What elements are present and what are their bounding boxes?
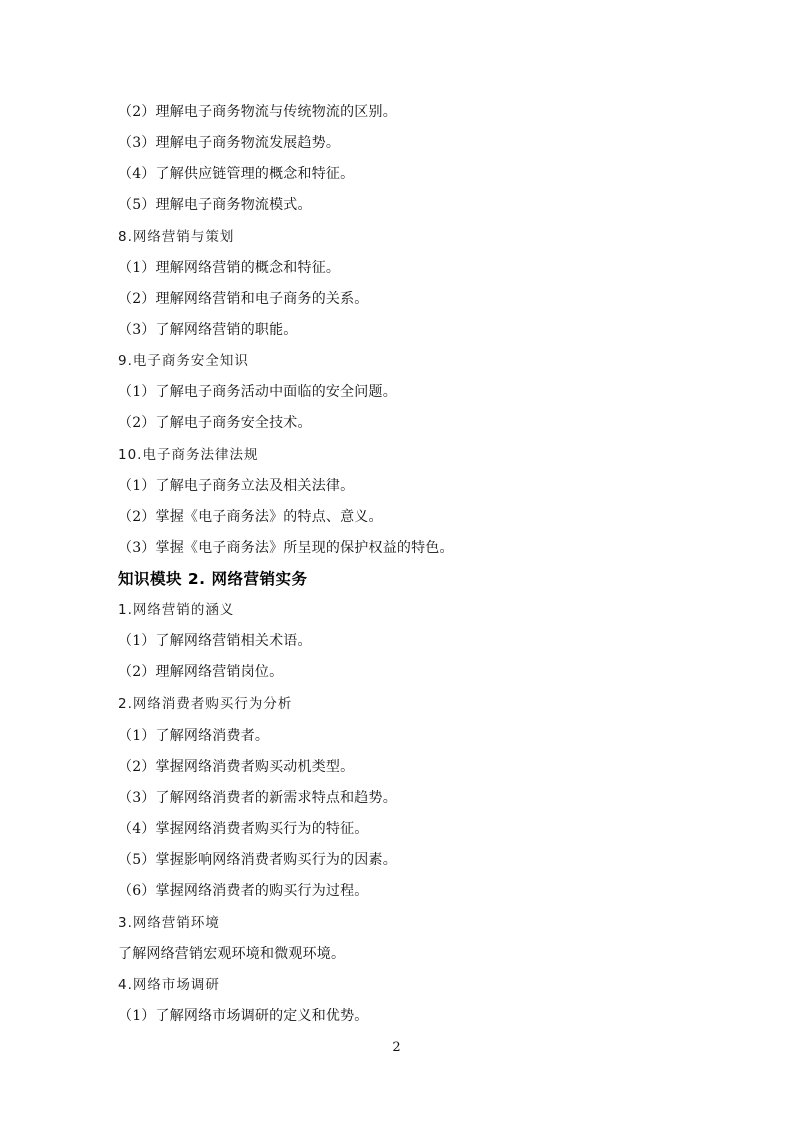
list-item: （3）掌握《电子商务法》所呈现的保护权益的特色。 <box>118 540 454 556</box>
list-item: （1）了解网络营销相关术语。 <box>118 633 312 649</box>
list-item: （1）了解网络消费者。 <box>118 728 270 744</box>
section-heading: 1.网络营销的涵义 <box>118 602 235 618</box>
list-item: （2）了解电子商务安全技术。 <box>118 415 312 431</box>
list-item: （4）了解供应链管理的概念和特征。 <box>118 166 355 182</box>
section-heading: 10.电子商务法律法规 <box>118 447 259 463</box>
paragraph: 了解网络营销宏观环境和微观环境。 <box>118 946 346 962</box>
list-item: （4）掌握网络消费者购买行为的特征。 <box>118 821 369 837</box>
list-item: （1）了解网络市场调研的定义和优势。 <box>118 1008 369 1024</box>
list-item: （1）了解电子商务立法及相关法律。 <box>118 478 355 494</box>
list-item: （3）了解网络营销的职能。 <box>118 322 298 338</box>
list-item: （5）掌握影响网络消费者购买行为的因素。 <box>118 852 397 868</box>
section-heading: 3.网络营销环境 <box>118 915 220 931</box>
section-heading: 8.网络营销与策划 <box>118 229 235 245</box>
list-item: （2）理解电子商务物流与传统物流的区别。 <box>118 104 397 120</box>
section-heading: 9.电子商务安全知识 <box>118 353 249 369</box>
section-heading: 4.网络市场调研 <box>118 977 220 993</box>
section-heading: 2.网络消费者购买行为分析 <box>118 696 293 712</box>
list-item: （3）理解电子商务物流发展趋势。 <box>118 135 341 151</box>
list-item: （6）掌握网络消费者的购买行为过程。 <box>118 883 369 899</box>
list-item: （2）理解网络营销和电子商务的关系。 <box>118 291 369 307</box>
page-number: 2 <box>392 1040 401 1055</box>
list-item: （1）理解网络营销的概念和特征。 <box>118 260 341 276</box>
list-item: （2）理解网络营销岗位。 <box>118 664 284 680</box>
list-item: （3）了解网络消费者的新需求特点和趋势。 <box>118 790 397 806</box>
list-item: （2）掌握《电子商务法》的特点、意义。 <box>118 509 383 525</box>
list-item: （5）理解电子商务物流模式。 <box>118 197 312 213</box>
module-heading: 知识模块 2. 网络营销实务 <box>118 570 308 588</box>
list-item: （2）掌握网络消费者购买动机类型。 <box>118 759 355 775</box>
list-item: （1）了解电子商务活动中面临的安全问题。 <box>118 384 397 400</box>
